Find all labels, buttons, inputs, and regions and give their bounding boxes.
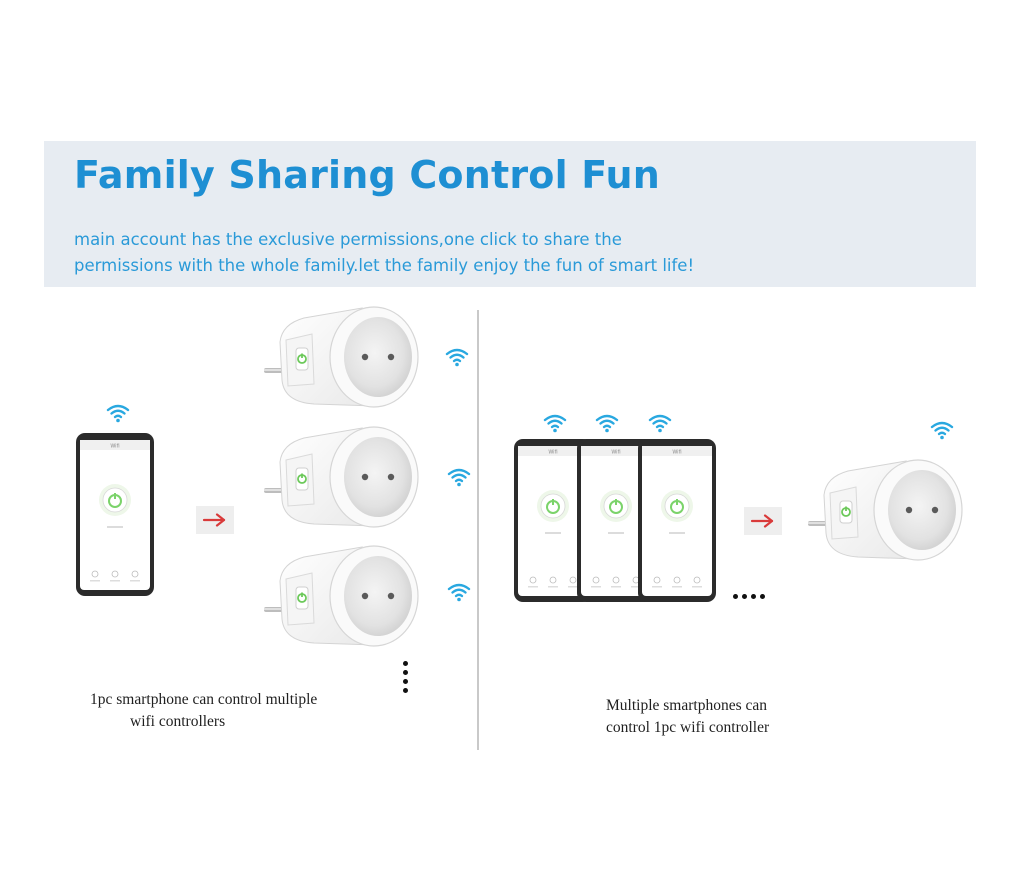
right-caption-line-1: Multiple smartphones can (606, 697, 767, 714)
smartphone (75, 432, 155, 597)
right-arrow-icon (196, 506, 234, 534)
wifi-icon (447, 467, 471, 487)
more-dots-icon (733, 586, 769, 592)
wifi-icon (445, 347, 469, 367)
smartphone (637, 438, 717, 603)
more-dots-icon (403, 661, 409, 697)
banner-subtitle (74, 227, 954, 279)
wifi-icon (648, 413, 672, 433)
right-caption (606, 695, 769, 739)
wifi-icon (447, 582, 471, 602)
smart-plug (262, 302, 422, 412)
banner-subtitle-line-1: main account has the exclusive permissions,one click to share the (74, 230, 622, 249)
left-caption-line-2: wifi controllers (130, 713, 226, 730)
banner-title: Family Sharing Control Fun (74, 153, 661, 197)
banner-subtitle-line-2: permissions with the whole family.let the family enjoy the fun of smart life! (74, 256, 695, 275)
left-caption-line-1: 1pc smartphone can control multiple (90, 691, 318, 708)
wifi-icon (106, 403, 130, 423)
smart-plug (262, 541, 422, 651)
right-caption-line-2: control 1pc wifi controller (606, 719, 770, 736)
header-banner (44, 141, 976, 287)
wifi-icon (543, 413, 567, 433)
left-caption (90, 689, 317, 733)
right-arrow-icon (744, 507, 782, 535)
smart-plug (806, 455, 966, 565)
smart-plug (262, 422, 422, 532)
section-divider (477, 310, 479, 750)
wifi-icon (595, 413, 619, 433)
wifi-icon (930, 420, 954, 440)
